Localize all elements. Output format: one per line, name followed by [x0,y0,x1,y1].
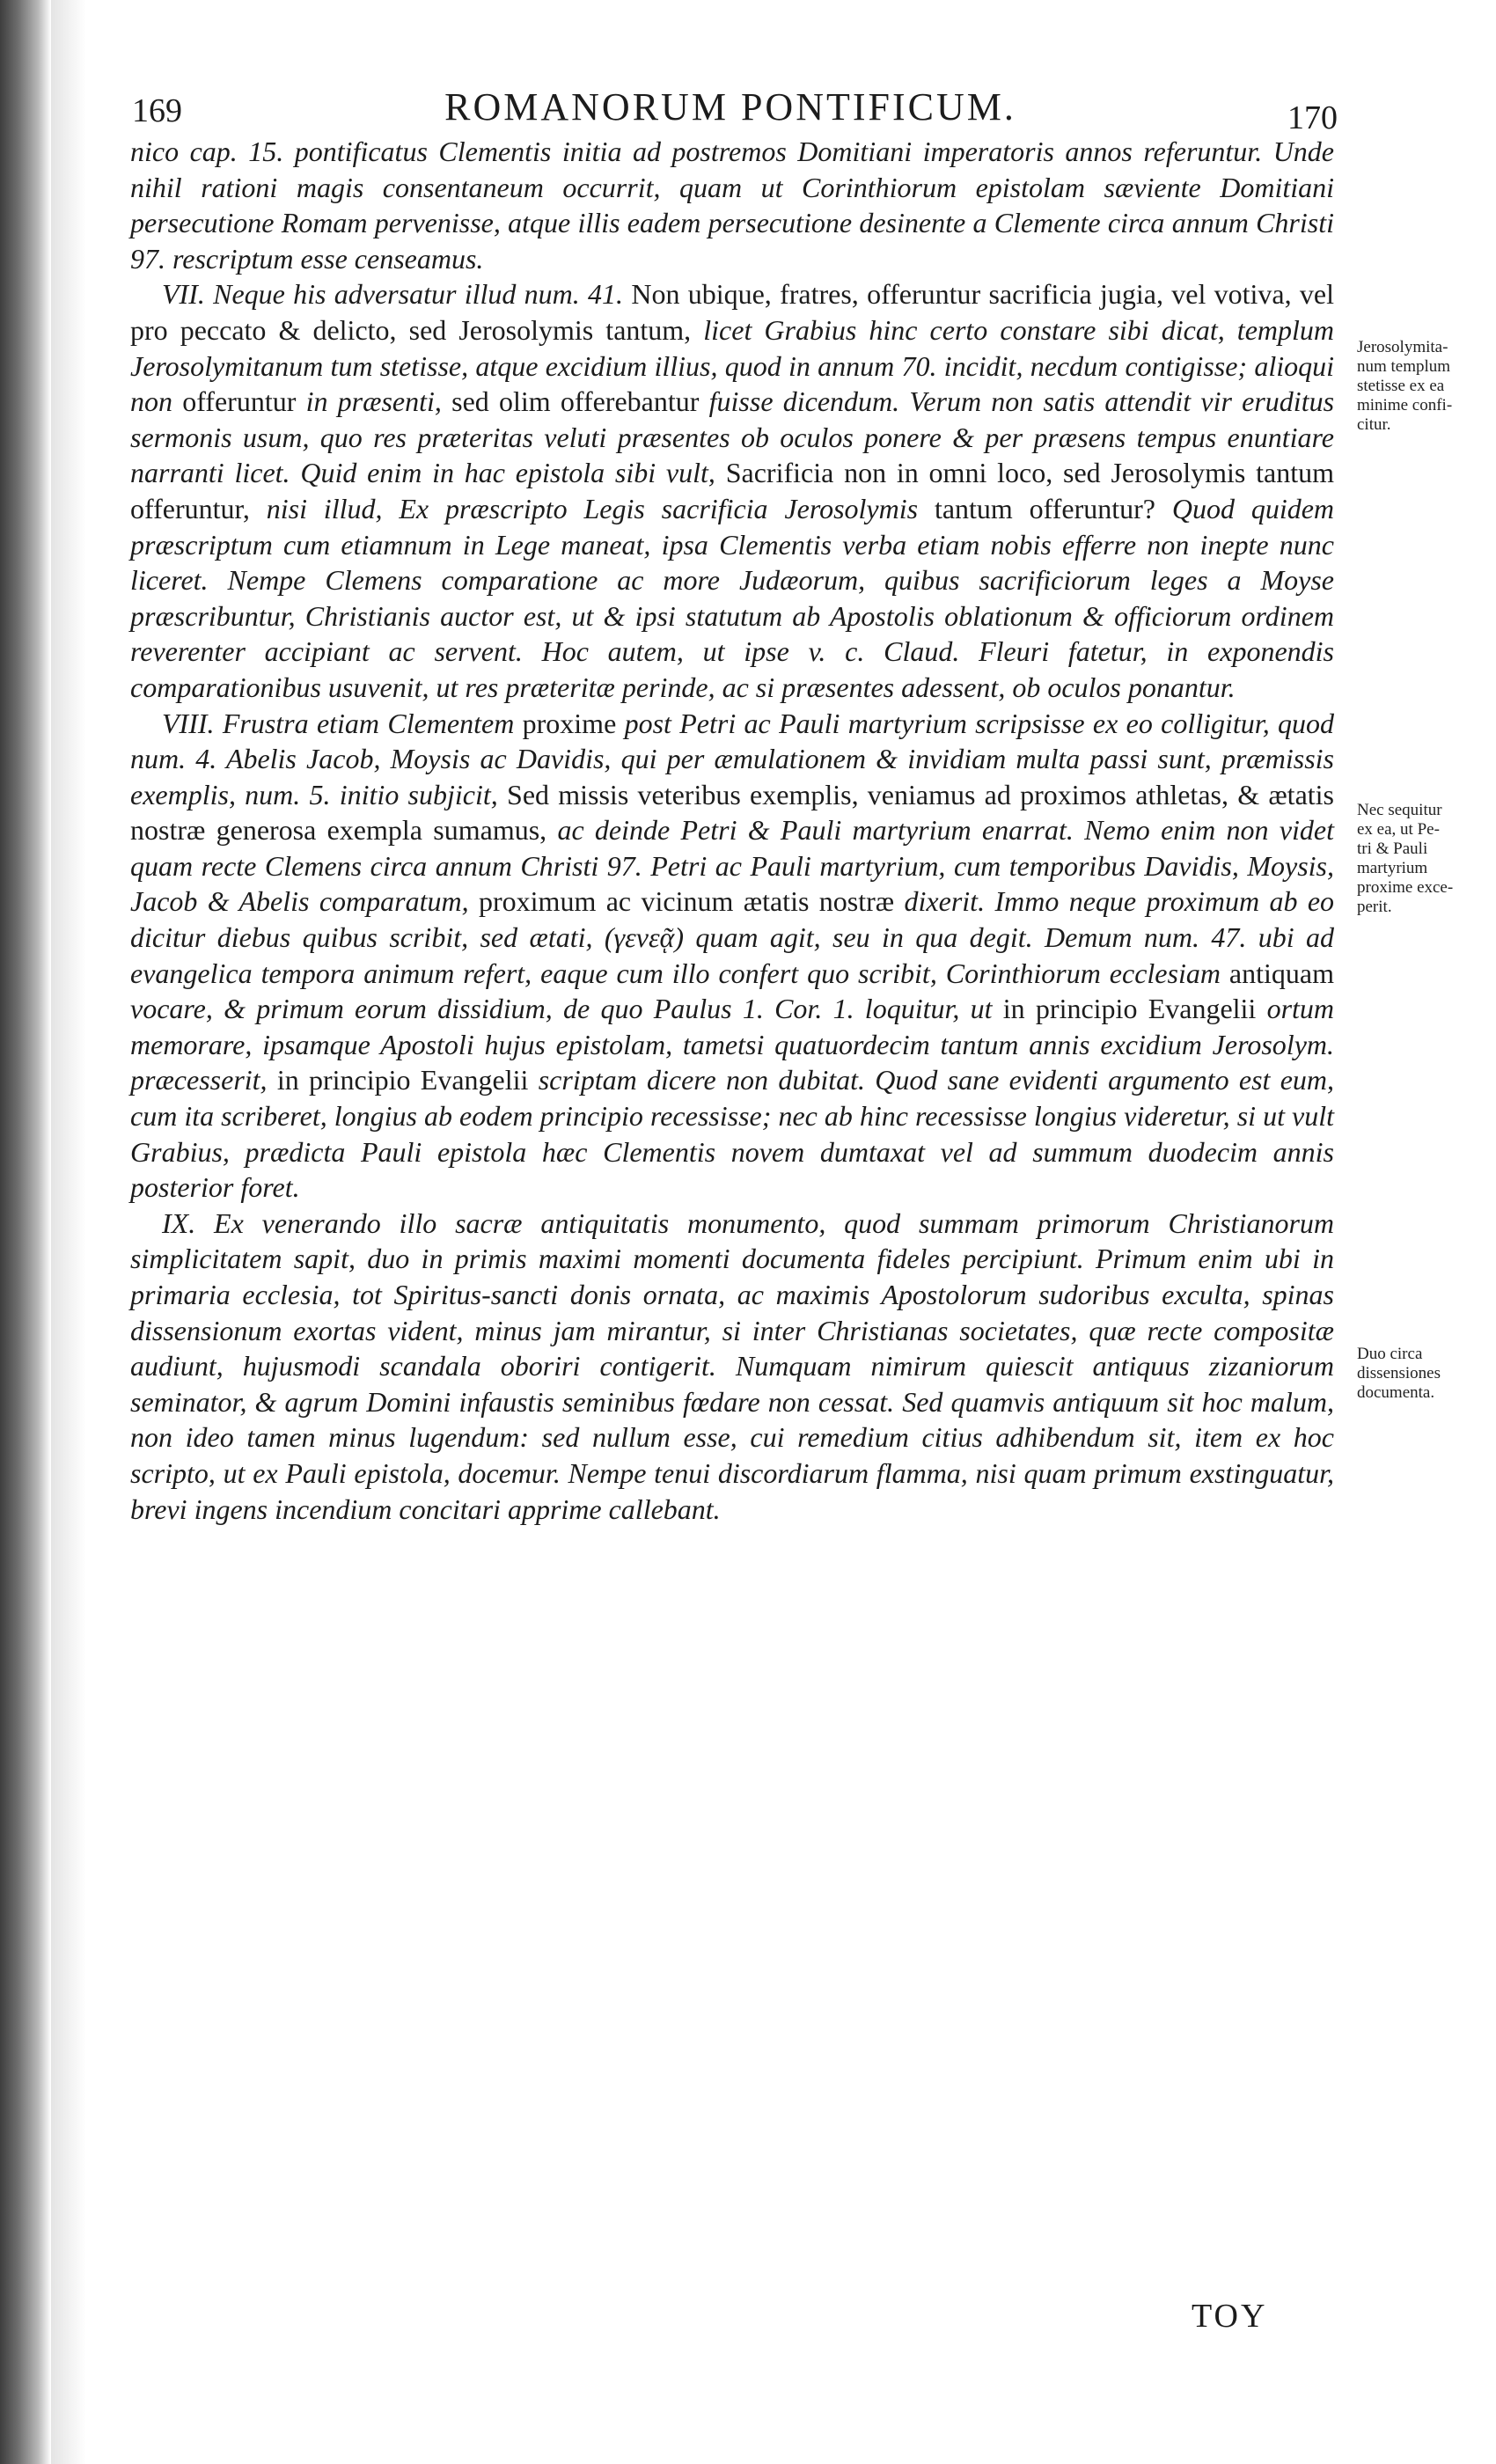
paragraph-sec7 [130,276,1334,705]
margin-note-line: tri & Pauli [1357,840,1428,858]
text-segment: Ex præscripto Legis sacrificia Jerosolymis [399,492,935,524]
margin-note-line: stetisse ex ea [1357,377,1445,395]
text-segment: dixerit. Immo neque proximum ab eo dicitur diebus quibus scribit, sed ætati, (γενεᾷ) quam agit, seu in qua degit. Demum num. 47. ubi ad evangelica tempora animum refert, eaque cum illo confert quo scribit, Corinthiorum ecclesiam [130,885,1335,989]
text-segment: in principio Evangelii [1002,993,1267,1025]
body-text [130,134,1334,1527]
text-segment: antiquam [1228,957,1334,989]
text-segment: offeruntur [182,385,306,418]
text-segment: proximum ac vicinum ætatis nostræ [479,885,905,918]
margin-note-line: citur. [1357,415,1391,434]
paragraph-intro [130,134,1334,276]
text-segment: proxime [522,707,625,739]
page-header [123,84,1338,141]
text-segment: VIII. Frustra etiam Clementem [162,707,523,739]
margin-note-line: Nec sequitur [1357,801,1442,819]
text-segment: sed olim offerebantur [451,385,709,418]
text-segment: Non ubique, fratres, offeruntur sacrificia jugia, vel votiva, vel pro peccato & delicto, sed Jerosolymis tantum, [130,278,1335,346]
text-segment: Sed missis veteribus exemplis, veniamus ad proximos athletas, & ætatis nostræ generosa exempla sumamus, [130,778,1335,847]
text-segment: Sacrificia non in omni loco, sed Jerosolymis tantum offeruntur, [130,457,1335,524]
text-segment: scriptam dicere non dubitat. Quod sane evidenti argumento est eum, cum ita scriberet, longius ab eodem principio recessisse; nec ab hinc recessisse longius videretur, si ut vult Grabius, prædicta Pauli epistola hæc Clementis novem dumtaxat vel ad summum duodecim annis posterior foret. [130,1064,1335,1204]
margin-note-line: ex ea, ut Pe- [1357,820,1440,839]
text-segment: in principio Evangelii [276,1064,539,1096]
page-number-left: 169 [132,92,182,129]
margin-note-line: Duo circa [1357,1345,1423,1363]
margin-note-line: num templum [1357,357,1451,376]
margin-note-3 [1357,1345,1489,1403]
book-spine-shadow [0,0,51,2464]
paragraph-sec9 [130,1206,1334,1527]
margin-note-line: martyrium [1357,859,1428,877]
text-segment: licet Grabius hinc certo constare sibi dicat, templum Jerosolymitanum tum stetisse, atque excidium illius, quod in annum 70. incidit, necdum contigisse; alioqui non [130,313,1335,418]
margin-note-line: perit. [1357,898,1392,916]
margin-note-1 [1357,338,1489,435]
margin-note-2 [1357,801,1489,917]
margin-note-line: proxime exce- [1357,878,1454,897]
text-segment: fuisse dicendum. Verum non satis attendit vir eruditus sermonis usum, quo res præteritas veluti præsentes ob oculos ponere & per præsens tempus enuntiare narranti licet. Quid enim in hac epistola sibi vult, [130,385,1335,489]
text-segment: in præsenti, [305,385,452,418]
margin-note-line: Jerosolymita- [1357,338,1448,356]
text-segment: VII. Neque his adversatur illud num. 41. [162,278,632,311]
text-segment: ortum memorare, ipsamque Apostoli hujus epistolam, tametsi quatuordecim tantum annis excidium Jerosolym. præcesserit, [130,993,1335,1096]
margin-note-line: documenta. [1357,1383,1435,1402]
text-segment: tantum offeruntur? [934,492,1172,524]
text-segment: post Petri ac Pauli martyrium scripsisse ex eo colligitur, quod num. 4. Abelis Jacob, Moysis ac Davidis, qui per æmulationem & invidiam multa passi sunt, præmissis exemplis, num. 5. initio subjicit, [130,707,1335,810]
page-gutter [51,0,86,2464]
signature-mark: TOY [1192,2298,1268,2335]
running-head: ROMANORUM PONTIFICUM. [444,85,1016,128]
page-number-right: 170 [1287,99,1338,136]
margin-note-line: dissensiones [1357,1364,1441,1382]
text-segment: Quod quidem præscriptum cum etiamnum in Lege maneat, ipsa Clementis verba etiam nobis efferre non inepte nunc liceret. Nempe Clemens comparatione ac more Judæorum, quibus sacrificiorum leges a Moyse præscribuntur, Christianis auctor est, ut & ipsi statutum ab Apostolis oblationum & officiorum ordinem reverenter accipiant ac servent. Hoc autem, ut ipse v. c. Claud. Fleuri fatetur, in exponendis comparationibus usuvenit, ut res præteritæ perinde, ac si præsentes adessent, ob oculos ponantur. [130,492,1335,703]
text-segment: ac deinde Petri & Pauli martyrium enarrat. Nemo enim non videt quam recte Clemens circa annum Christi 97. Petri ac Pauli martyrium, cum temporibus Davidis, Moysis, Jacob & Abelis comparatum, [130,814,1335,918]
text-segment: nisi illud, [266,492,400,524]
paragraph-sec8 [130,706,1334,1206]
text-segment: vocare, & primum eorum dissidium, de quo Paulus 1. Cor. 1. loquitur, ut [130,993,1003,1025]
text-segment: IX. Ex venerando illo sacræ antiquitatis monumento, quod summam primorum Christianorum simplicitatem sapit, duo in primis maximi momenti documenta fideles percipiunt. Primum enim ubi in primaria ecclesia, tot Spiritus-sancti donis ornata, ac maximis Apostolorum sudoribus exculta, spinas dissensionum exortas vident, minus jam mirantur, si inter Christianas societates, quæ recte compositæ audiunt, hujusmodi scandala oboriri contigerit. Numquam nimirum quiescit antiquus zizaniorum seminator, & agrum Domini infaustis seminibus fœdare non cessat. Sed quamvis antiquum sit hoc malum, non ideo tamen minus lugendum: sed nullum esse, cui remedium citius adhibendum sit, item ex hoc scripto, ut ex Pauli epistola, docemur. Nempe tenui discordiarum flamma, nisi quam primum exstinguatur, brevi ingens incendium concitari apprime callebant. [130,1206,1334,1525]
margin-note-line: minime confi- [1357,396,1453,414]
text-segment: nico cap. 15. pontificatus Clementis initia ad postremos Domitiani imperatoris annos referuntur. Unde nihil rationi magis consentaneum occurrit, quam ut Corinthiorum epistolam sæviente Domitiani persecutione Romam pervenisse, atque illis eadem persecutione desinente a Clemente circa annum Christi 97. rescriptum esse censeamus. [130,136,1334,275]
